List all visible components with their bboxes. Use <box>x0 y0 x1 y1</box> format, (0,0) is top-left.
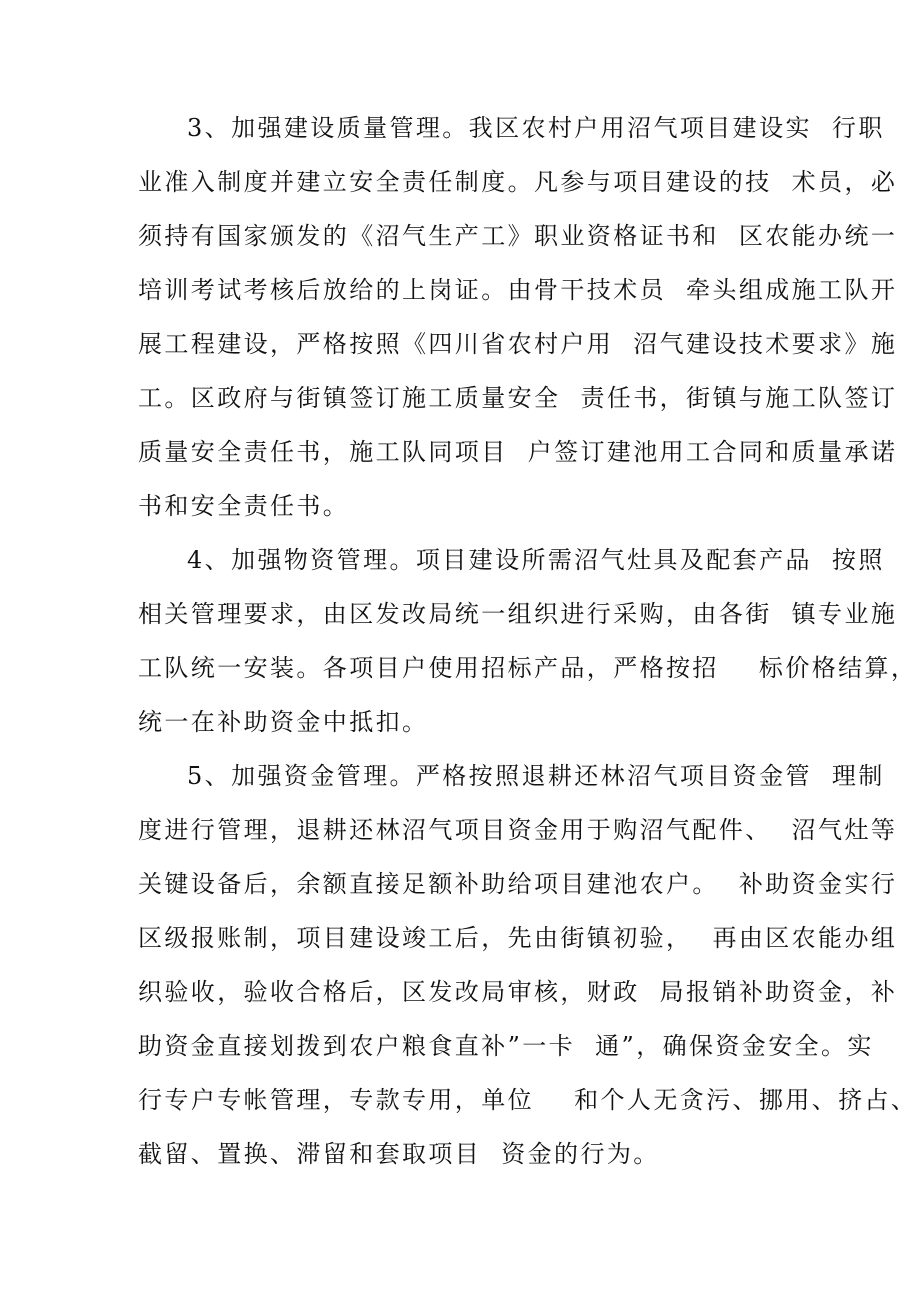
paragraph-line: 统一在补助资金中抵扣。 <box>138 708 429 736</box>
paragraph-line: 区级报账制，项目建设竣工后，先由街镇初验， 再由区农能办组 <box>138 924 898 952</box>
paragraph-line: 工。区政府与街镇签订施工质量安全 责任书，街镇与施工队签订 <box>138 384 898 412</box>
paragraph-line: 助资金直接划拨到农户粮食直补”一卡 通”，确保资金安全。实 <box>138 1032 874 1060</box>
paragraph-line: 截留、置换、滞留和套取项目 资金的行为。 <box>138 1140 660 1168</box>
paragraph-line: 关键设备后，余额直接足额补助给项目建池农户。 补助资金实行 <box>138 870 898 898</box>
paragraph-line: 展工程建设，严格按照《四川省农村户用 沼气建设技术要求》施 <box>138 330 898 358</box>
paragraph-line: 相关管理要求，由区发改局统一组织进行采购，由各街 镇专业施 <box>138 600 898 628</box>
paragraph-line: 业准入制度并建立安全责任制度。凡参与项目建设的技 术员，必 <box>138 168 898 196</box>
paragraph-line: 度进行管理，退耕还林沼气项目资金用于购沼气配件、 沼气灶等 <box>138 816 898 844</box>
paragraph-line: 5、加强资金管理。严格按照退耕还林沼气项目资金管 理制 <box>187 762 885 790</box>
paragraph-line: 4、加强物资管理。项目建设所需沼气灶具及配套产品 按照 <box>187 546 885 574</box>
paragraph-line: 须持有国家颁发的《沼气生产工》职业资格证书和 区农能办统一 <box>138 222 898 250</box>
paragraph-line: 工队统一安装。各项目户使用招标产品，严格按招 标价格结算， <box>138 654 918 682</box>
paragraph-line: 书和安全责任书。 <box>138 492 350 520</box>
paragraph-line: 培训考试考核后放给的上岗证。由骨干技术员 牵头组成施工队开 <box>138 276 898 304</box>
paragraph-line: 织验收，验收合格后，区发改局审核，财政 局报销补助资金，补 <box>138 978 898 1006</box>
paragraph-line: 行专户专帐管理，专款专用，单位 和个人无贪污、挪用、挤占、 <box>138 1086 918 1114</box>
paragraph-line: 3、加强建设质量管理。我区农村户用沼气项目建设实 行职 <box>187 114 885 142</box>
paragraph-line: 质量安全责任书，施工队同项目 户签订建池用工合同和质量承诺 <box>138 438 898 466</box>
